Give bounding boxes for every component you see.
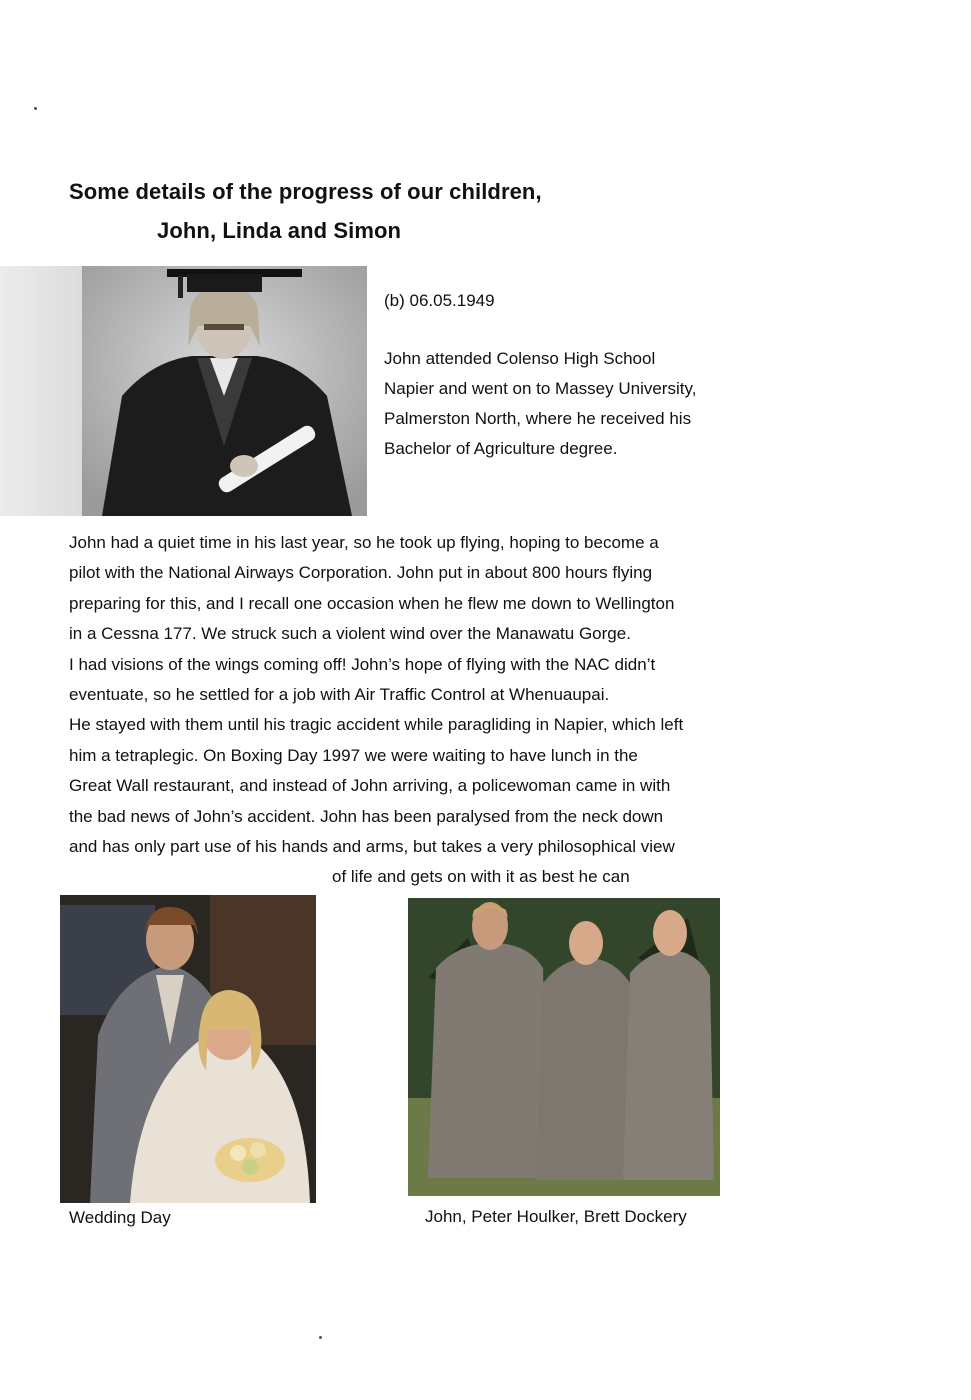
page-title-line-1: Some details of the progress of our children,: [69, 179, 542, 204]
body-line: Great Wall restaurant, and instead of John arriving, a policewoman came in with: [69, 776, 671, 796]
groomsmen-photo: [408, 898, 720, 1196]
body-line: the bad news of John’s accident. John has been paralysed from the neck down: [69, 806, 664, 826]
body-line: pilot with the National Airways Corporation. John put in about 800 hours flying: [69, 563, 653, 583]
intro-line: Bachelor of Agriculture degree.: [384, 439, 618, 458]
page-title-line-2: John, Linda and Simon: [157, 218, 402, 243]
intro-line: Palmerston North, where he received his: [384, 409, 692, 428]
date-of-birth: (b) 06.05.1949: [384, 291, 495, 310]
scan-speck: [319, 1336, 322, 1339]
wedding-caption: Wedding Day: [69, 1208, 171, 1227]
body-line: He stayed with them until his tragic accident while paragliding in Napier, which left: [69, 715, 684, 735]
graduation-photo: [82, 266, 367, 516]
body-line: I had visions of the wings coming off! John’s hope of flying with the NAC didn’t: [69, 654, 656, 674]
body-line: John had a quiet time in his last year, so he took up flying, hoping to become a: [69, 533, 659, 552]
intro-line: John attended Colenso High School: [384, 349, 656, 368]
body-paragraph: [69, 528, 769, 893]
body-line: eventuate, so he settled for a job with Air Traffic Control at Whenuaupai.: [69, 685, 610, 705]
body-line: him a tetraplegic. On Boxing Day 1997 we were waiting to have lunch in the: [69, 745, 638, 765]
body-line: in a Cessna 177. We struck such a violent wind over the Manawatu Gorge.: [69, 624, 631, 644]
scan-speck: [34, 107, 37, 110]
body-line: preparing for this, and I recall one occasion when he flew me down to Wellington: [69, 593, 675, 613]
intro-paragraph: [384, 344, 696, 464]
scan-shadow: [0, 266, 82, 516]
intro-line: Napier and went on to Massey University,: [384, 379, 697, 398]
groomsmen-caption: John, Peter Houlker, Brett Dockery: [425, 1207, 687, 1226]
wedding-photo: [60, 895, 316, 1203]
body-line: of life and gets on with it as best he can: [332, 867, 630, 887]
body-line: and has only part use of his hands and arms, but takes a very philosophical view: [69, 837, 675, 857]
